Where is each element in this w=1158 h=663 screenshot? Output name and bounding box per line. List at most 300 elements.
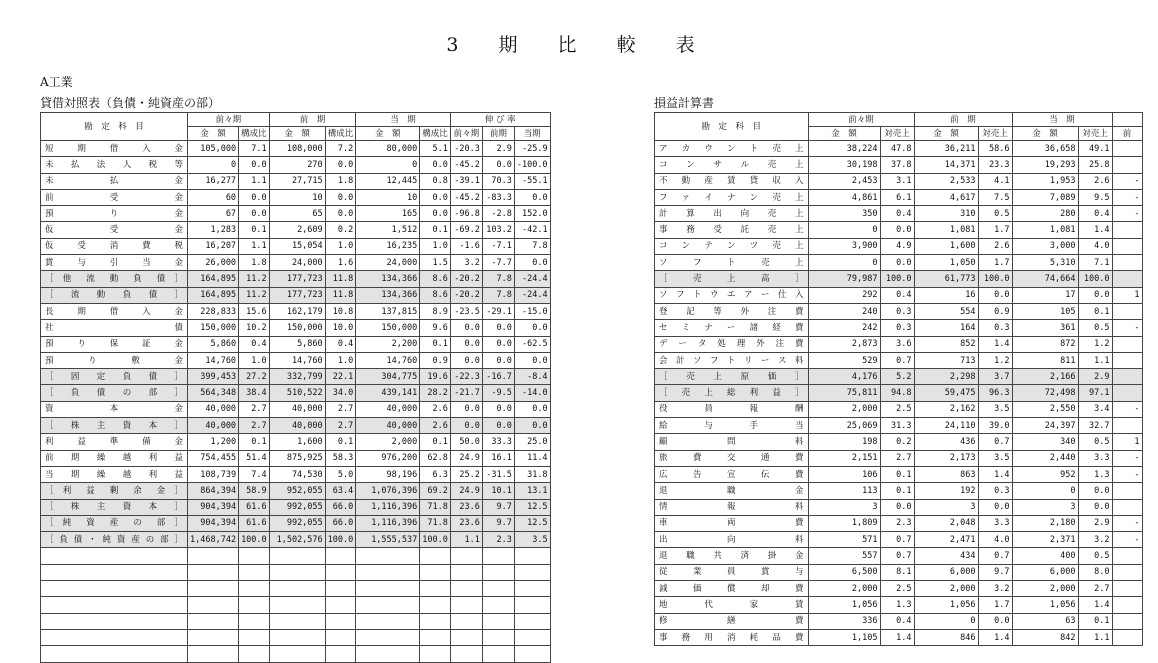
cell-value: 3,900 [808, 238, 880, 254]
cell-value: 165 [356, 206, 420, 222]
cell-value: 992,055 [269, 499, 325, 515]
income-statement-label: 損益計算書 [654, 96, 715, 110]
cell-value: 0.0 [420, 206, 451, 222]
empty-cell [482, 548, 514, 564]
cell-value: 7.1 [239, 141, 270, 157]
cell-value: 2,151 [808, 450, 880, 466]
empty-cell [239, 629, 270, 645]
cell-value: 2,298 [914, 369, 978, 385]
col-header-ratio: 構成比 [239, 127, 270, 141]
cell-value: 3,000 [1012, 238, 1078, 254]
cell-value: 60 [188, 189, 239, 205]
account-name: 未 払 金 [41, 173, 188, 189]
cell-value: 11.2 [239, 287, 270, 303]
cell-value: 811 [1012, 352, 1078, 368]
cell-value: 0.0 [1078, 287, 1112, 303]
cell-value: 1.4 [1078, 222, 1112, 238]
cell-value: 872 [1012, 336, 1078, 352]
account-name: 利 益 準 備 金 [41, 434, 188, 450]
cell-value: 350 [808, 206, 880, 222]
cell-value: 30,198 [808, 157, 880, 173]
col-header-growth: 伸 び 率 [450, 113, 550, 127]
empty-cell [188, 629, 239, 645]
empty-cell [450, 597, 482, 613]
cell-value: 25.8 [1078, 157, 1112, 173]
table-header-row [41, 113, 551, 127]
cell-value: 0.7 [978, 548, 1012, 564]
table-row [655, 336, 1143, 352]
table-row [41, 287, 551, 303]
cell-value: 554 [914, 303, 978, 319]
cell-value: 1,105 [808, 629, 880, 645]
cell-value: -7.1 [482, 238, 514, 254]
table-row [41, 271, 551, 287]
account-name: 退 職 金 [655, 483, 809, 499]
empty-cell [450, 613, 482, 629]
cell-value: 1.4 [880, 629, 914, 645]
empty-cell [239, 597, 270, 613]
cell-value: 65 [269, 206, 325, 222]
cell-value: 1.4 [978, 629, 1012, 645]
empty-cell [269, 646, 325, 662]
cell-value: -45.2 [450, 189, 482, 205]
account-name: ［ 株 主 資 本 ］ [41, 499, 188, 515]
cell-value: -31.5 [482, 466, 514, 482]
table-row [655, 613, 1143, 629]
cell-value: 164,895 [188, 287, 239, 303]
account-name: ［ 固 定 負 債 ］ [41, 369, 188, 385]
cell-value: 27.2 [239, 369, 270, 385]
account-name: ［ 利 益 剰 余 金 ］ [41, 483, 188, 499]
cell-value: 72,498 [1012, 385, 1078, 401]
cell-value: 1 [1112, 287, 1142, 303]
cell-value: 100.0 [325, 532, 356, 548]
cell-value: 150,000 [188, 320, 239, 336]
table-row [655, 287, 1143, 303]
cell-value: 8.9 [420, 303, 451, 319]
cell-value: 100.0 [978, 271, 1012, 287]
cell-value: -9.5 [482, 385, 514, 401]
empty-cell [188, 613, 239, 629]
cell-value: 0.1 [880, 483, 914, 499]
cell-value: -62.5 [514, 336, 550, 352]
col-header-amount: 金 額 [914, 127, 978, 141]
col-header-growth-prev1: 前期 [482, 127, 514, 141]
cell-value: 2,000 [914, 581, 978, 597]
account-name: ［ 純 資 産 の 部 ］ [41, 515, 188, 531]
cell-value: 0.7 [880, 532, 914, 548]
col-header-current: 当 期 [1012, 113, 1112, 127]
table-row [655, 434, 1143, 450]
account-name: コ ン テ ン ツ 売 上 [655, 238, 809, 254]
account-name: 前 期 繰 越 利 益 [41, 450, 188, 466]
cell-value: 1.1 [1078, 352, 1112, 368]
cell-value: 36,211 [914, 141, 978, 157]
col-header-amount: 金 額 [356, 127, 420, 141]
cell-value: 6,000 [1012, 564, 1078, 580]
account-name: ア カ ウ ン ト 売 上 [655, 141, 809, 157]
cell-value [1112, 303, 1142, 319]
cell-value: 38,224 [808, 141, 880, 157]
empty-cell [356, 564, 420, 580]
table-row [655, 222, 1143, 238]
cell-value: 713 [914, 352, 978, 368]
account-name: 情 報 料 [655, 499, 809, 515]
cell-value: 0.0 [482, 401, 514, 417]
cell-value: 24.9 [450, 450, 482, 466]
table-row [41, 255, 551, 271]
cell-value: 0.0 [482, 418, 514, 434]
cell-value: 0.0 [450, 320, 482, 336]
cell-value: 0.1 [420, 222, 451, 238]
empty-cell [239, 564, 270, 580]
table-row [41, 173, 551, 189]
cell-value: 100.0 [1078, 271, 1112, 287]
cell-value: 1.4 [978, 466, 1012, 482]
empty-cell [41, 629, 188, 645]
cell-value: 10 [269, 189, 325, 205]
cell-value: 3.3 [978, 515, 1012, 531]
table-row [41, 483, 551, 499]
cell-value: 4.9 [880, 238, 914, 254]
cell-value [1112, 369, 1142, 385]
cell-value: 0.0 [420, 157, 451, 173]
cell-value: 1,809 [808, 515, 880, 531]
cell-value: 38.4 [239, 385, 270, 401]
empty-cell [325, 646, 356, 662]
cell-value: 2,048 [914, 515, 978, 531]
col-header-ratio: 構成比 [420, 127, 451, 141]
cell-value [1112, 222, 1142, 238]
cell-value: 557 [808, 548, 880, 564]
cell-value: 25.0 [514, 434, 550, 450]
empty-cell [269, 581, 325, 597]
empty-cell [482, 597, 514, 613]
cell-value: 0.0 [482, 352, 514, 368]
table-row [41, 222, 551, 238]
cell-value: 11.4 [514, 450, 550, 466]
col-header-item: 勘 定 科 目 [41, 113, 188, 141]
cell-value: 3.7 [978, 369, 1012, 385]
balance-sheet-table [40, 112, 551, 663]
cell-value: 439,141 [356, 385, 420, 401]
cell-value: 16,235 [356, 238, 420, 254]
cell-value: 32.7 [1078, 418, 1112, 434]
cell-value: 11.8 [325, 287, 356, 303]
cell-value: -55.1 [514, 173, 550, 189]
cell-value: 1.4 [978, 336, 1012, 352]
cell-value: 0.7 [880, 352, 914, 368]
empty-cell [420, 548, 451, 564]
col-header-amount: 金 額 [188, 127, 239, 141]
table-row [655, 450, 1143, 466]
cell-value: 0.0 [514, 320, 550, 336]
empty-cell [325, 597, 356, 613]
cell-value: 0.0 [420, 189, 451, 205]
account-name: 仮 受 金 [41, 222, 188, 238]
cell-value: 108,000 [269, 141, 325, 157]
cell-value: 434 [914, 548, 978, 564]
cell-value: 5.1 [420, 141, 451, 157]
account-name: デ ー タ 処 理 外 注 費 [655, 336, 809, 352]
account-name: セ ミ ナ ー 諸 経 費 [655, 320, 809, 336]
cell-value: 1,056 [808, 597, 880, 613]
cell-value: 25.2 [450, 466, 482, 482]
cell-value: 17 [1012, 287, 1078, 303]
cell-value: 4.0 [978, 532, 1012, 548]
cell-value [1112, 271, 1142, 287]
cell-value: 2,200 [356, 336, 420, 352]
cell-value: 16,207 [188, 238, 239, 254]
cell-value: 0.4 [880, 613, 914, 629]
cell-value: 7.8 [482, 287, 514, 303]
cell-value: 1.4 [1078, 597, 1112, 613]
table-header-row [655, 113, 1143, 127]
cell-value: 2,000 [1012, 581, 1078, 597]
cell-value: 1,116,396 [356, 515, 420, 531]
cell-value: 7.8 [482, 271, 514, 287]
cell-value: 106 [808, 466, 880, 482]
cell-value: 40,000 [356, 418, 420, 434]
cell-value: 280 [1012, 206, 1078, 222]
cell-value: -22.3 [450, 369, 482, 385]
cell-value: 0.3 [880, 303, 914, 319]
cell-value: 529 [808, 352, 880, 368]
cell-value: 3 [1012, 499, 1078, 515]
cell-value: 71.8 [420, 499, 451, 515]
account-name: 出 向 料 [655, 532, 809, 548]
cell-value: 0.7 [978, 434, 1012, 450]
cell-value: 0.1 [325, 434, 356, 450]
cell-value: 1.7 [978, 597, 1012, 613]
cell-value: 5,310 [1012, 255, 1078, 271]
cell-value: 1.6 [325, 255, 356, 271]
cell-value: 0.0 [239, 157, 270, 173]
cell-value [1112, 613, 1142, 629]
cell-value: 6.3 [420, 466, 451, 482]
cell-value: 0.1 [239, 222, 270, 238]
account-name: ［ 負 債 の 部 ］ [41, 385, 188, 401]
col-header-growth-prev2: 前 [1112, 127, 1142, 141]
cell-value: 4,617 [914, 189, 978, 205]
empty-row [41, 581, 551, 597]
cell-value: 7.2 [325, 141, 356, 157]
empty-cell [325, 613, 356, 629]
cell-value: 59,475 [914, 385, 978, 401]
account-name: 会 計 ソ フ ト リ ー ス 料 [655, 352, 809, 368]
cell-value: 564,348 [188, 385, 239, 401]
cell-value: 240 [808, 303, 880, 319]
cell-value: 852 [914, 336, 978, 352]
col-header-amount: 金 額 [1012, 127, 1078, 141]
col-header-prev2: 前々期 [188, 113, 270, 127]
cell-value: 0.4 [239, 336, 270, 352]
account-name: 顧 問 料 [655, 434, 809, 450]
account-name: 退 職 共 済 掛 金 [655, 548, 809, 564]
cell-value: 310 [914, 206, 978, 222]
cell-value [1112, 548, 1142, 564]
cell-value: 0.0 [978, 499, 1012, 515]
empty-cell [356, 646, 420, 662]
account-name: 不 動 産 賃 貸 収 入 [655, 173, 809, 189]
cell-value: 47.8 [880, 141, 914, 157]
table-row [655, 629, 1143, 645]
cell-value [1112, 581, 1142, 597]
cell-value: 3.5 [978, 450, 1012, 466]
cell-value: 0.0 [482, 336, 514, 352]
empty-cell [269, 564, 325, 580]
cell-value: 1.5 [420, 255, 451, 271]
table-row [41, 336, 551, 352]
cell-value: 0.0 [514, 418, 550, 434]
cell-value: 2.7 [325, 401, 356, 417]
table-row [41, 206, 551, 222]
cell-value: 11.2 [239, 271, 270, 287]
cell-value: -14.0 [514, 385, 550, 401]
table-row [655, 157, 1143, 173]
cell-value: 10.2 [239, 320, 270, 336]
cell-value: 1,512 [356, 222, 420, 238]
cell-value: 0.4 [880, 287, 914, 303]
account-name: 賞 与 引 当 金 [41, 255, 188, 271]
cell-value: 1,081 [1012, 222, 1078, 238]
cell-value: 23.6 [450, 515, 482, 531]
cell-value: 3.2 [1078, 532, 1112, 548]
cell-value: 3.5 [514, 532, 550, 548]
cell-value: 1.0 [239, 352, 270, 368]
empty-cell [239, 581, 270, 597]
empty-cell [239, 613, 270, 629]
empty-cell [514, 646, 550, 662]
cell-value: 58.3 [325, 450, 356, 466]
cell-value: -20.2 [450, 287, 482, 303]
cell-value: 1.2 [1078, 336, 1112, 352]
cell-value: 3.6 [880, 336, 914, 352]
table-row [655, 515, 1143, 531]
cell-value: 0 [914, 613, 978, 629]
cell-value: 66.0 [325, 515, 356, 531]
cell-value: 2,166 [1012, 369, 1078, 385]
cell-value: -45.2 [450, 157, 482, 173]
cell-value: 40,000 [269, 418, 325, 434]
cell-value: 8.6 [420, 287, 451, 303]
empty-row [41, 564, 551, 580]
income-statement-panel [654, 112, 1158, 643]
cell-value: 0.4 [1078, 206, 1112, 222]
cell-value: 105,000 [188, 141, 239, 157]
cell-value: 8.1 [880, 564, 914, 580]
table-row [655, 466, 1143, 482]
empty-cell [514, 613, 550, 629]
cell-value: 904,394 [188, 499, 239, 515]
cell-value: 0.1 [880, 466, 914, 482]
empty-cell [450, 564, 482, 580]
cell-value: 2.9 [1078, 515, 1112, 531]
cell-value: 98,196 [356, 466, 420, 482]
cell-value: 137,815 [356, 303, 420, 319]
empty-cell [450, 646, 482, 662]
cell-value: 3.3 [1078, 450, 1112, 466]
empty-cell [482, 629, 514, 645]
cell-value: 11.8 [325, 271, 356, 287]
cell-value: 9.7 [978, 564, 1012, 580]
cell-value: 7,089 [1012, 189, 1078, 205]
col-header-prev2: 前々期 [808, 113, 914, 127]
cell-value: - [1112, 401, 1142, 417]
cell-value: -100.0 [514, 157, 550, 173]
cell-value: 24,000 [269, 255, 325, 271]
cell-value: 0.3 [880, 320, 914, 336]
cell-value: 992,055 [269, 515, 325, 531]
cell-value: -15.0 [514, 303, 550, 319]
cell-value: 100.0 [420, 532, 451, 548]
cell-value: 361 [1012, 320, 1078, 336]
cell-value: 5.0 [325, 466, 356, 482]
empty-cell [41, 564, 188, 580]
cell-value: 36,658 [1012, 141, 1078, 157]
cell-value: 2.7 [239, 418, 270, 434]
empty-cell [420, 581, 451, 597]
empty-cell [514, 597, 550, 613]
cell-value: 1,502,576 [269, 532, 325, 548]
cell-value: 2,000 [356, 434, 420, 450]
cell-value: 952 [1012, 466, 1078, 482]
cell-value: 0.0 [450, 418, 482, 434]
cell-value: 0.3 [978, 320, 1012, 336]
empty-cell [188, 597, 239, 613]
cell-value: 9.7 [482, 515, 514, 531]
cell-value [1112, 629, 1142, 645]
cell-value: 4.0 [1078, 238, 1112, 254]
cell-value: 1,116,396 [356, 499, 420, 515]
account-name: コ ン サ ル 売 上 [655, 157, 809, 173]
cell-value: 164 [914, 320, 978, 336]
cell-value: 0 [808, 255, 880, 271]
account-name: 未 払 法 人 税 等 [41, 157, 188, 173]
cell-value: 1.8 [239, 255, 270, 271]
account-name: 地 代 家 賃 [655, 597, 809, 613]
cell-value: 40,000 [188, 401, 239, 417]
empty-cell [356, 597, 420, 613]
col-header-amount: 金 額 [808, 127, 880, 141]
empty-cell [356, 581, 420, 597]
cell-value: 39.0 [978, 418, 1012, 434]
empty-cell [239, 548, 270, 564]
col-header-current: 当 期 [356, 113, 451, 127]
table-row [655, 499, 1143, 515]
cell-value: 9.7 [482, 499, 514, 515]
cell-value: 10.0 [325, 320, 356, 336]
empty-cell [420, 613, 451, 629]
empty-cell [420, 629, 451, 645]
cell-value: 6,000 [914, 564, 978, 580]
cell-value: 12,445 [356, 173, 420, 189]
cell-value: 0.0 [1078, 499, 1112, 515]
cell-value: 49.1 [1078, 141, 1112, 157]
col-header-growth-current: 当期 [514, 127, 550, 141]
cell-value: 1,056 [1012, 597, 1078, 613]
cell-value: - [1112, 173, 1142, 189]
empty-cell [239, 646, 270, 662]
cell-value: 0.0 [325, 206, 356, 222]
cell-value: 0.5 [1078, 320, 1112, 336]
col-header-ratio: 対売上 [1078, 127, 1112, 141]
cell-value: 164,895 [188, 271, 239, 287]
empty-cell [514, 548, 550, 564]
cell-value: 74,664 [1012, 271, 1078, 287]
cell-value: 4,176 [808, 369, 880, 385]
cell-value: 340 [1012, 434, 1078, 450]
